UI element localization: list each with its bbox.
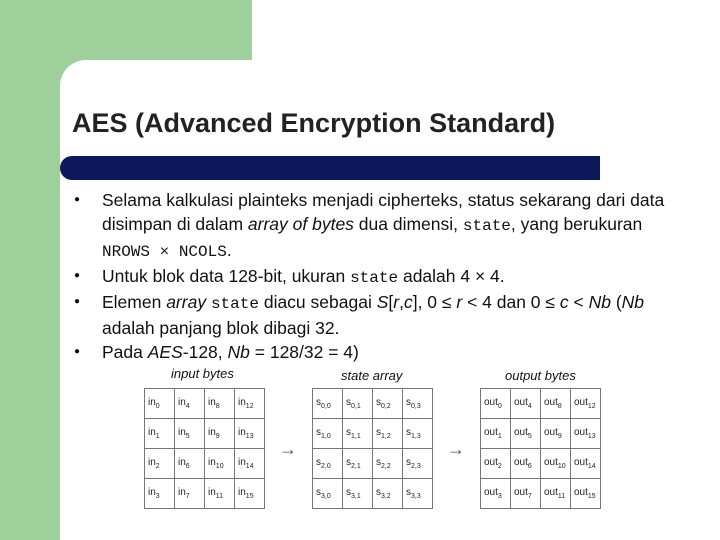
input-bytes-grid bbox=[144, 388, 265, 509]
input-byte-cell: $in_{13}$ bbox=[235, 419, 265, 449]
bullet-3-r2: r bbox=[456, 292, 463, 312]
state-byte-cell: $s_{2,2}$ bbox=[373, 449, 403, 479]
output-byte-cell: out$_8$ bbox=[541, 389, 571, 419]
output-byte-cell: out$_{14}$ bbox=[571, 449, 601, 479]
input-byte-cell: $in_{12}$ bbox=[235, 389, 265, 419]
output-byte-cell: out$_6$ bbox=[511, 449, 541, 479]
output-byte-row bbox=[481, 389, 601, 419]
bullet-1-text-3: , yang berukuran bbox=[510, 214, 643, 234]
bullet-3-text-8: ( bbox=[610, 292, 622, 312]
input-byte-row bbox=[145, 449, 265, 479]
output-byte-cell: out$_{15}$ bbox=[571, 479, 601, 509]
input-bytes-label: input bytes bbox=[171, 366, 234, 381]
bullet-1-dims-code: NROWS × NCOLS bbox=[102, 243, 227, 261]
bullet-3-text-6: < 4 dan 0 ≤ bbox=[462, 292, 560, 312]
bullet-3-italic: array bbox=[166, 292, 207, 312]
output-byte-cell: out$_{12}$ bbox=[571, 389, 601, 419]
bullet-3-text-2: diacu sebagai bbox=[258, 292, 377, 312]
bullet-4-text-2: -128, bbox=[182, 342, 228, 362]
bullet-1-state-code: state bbox=[462, 217, 511, 235]
output-byte-cell: out$_4$ bbox=[511, 389, 541, 419]
output-byte-row bbox=[481, 449, 601, 479]
bullet-3-text-7: < bbox=[568, 292, 589, 312]
state-byte-cell: $s_{3,1}$ bbox=[343, 479, 373, 509]
input-byte-cell: $in_3$ bbox=[145, 479, 175, 509]
bullet-3-Nb: Nb bbox=[588, 292, 611, 312]
state-byte-cell: $s_{2,0}$ bbox=[313, 449, 343, 479]
state-byte-cell: $s_{3,2}$ bbox=[373, 479, 403, 509]
state-byte-cell: $s_{0,0}$ bbox=[313, 389, 343, 419]
bullet-4-text: Pada bbox=[102, 342, 148, 362]
input-byte-cell: $in_{14}$ bbox=[235, 449, 265, 479]
input-byte-cell: $in_0$ bbox=[145, 389, 175, 419]
output-bytes-grid bbox=[480, 388, 601, 509]
bullet-2-text: Untuk blok data 128-bit, ukuran bbox=[102, 266, 351, 286]
output-byte-cell: out$_2$ bbox=[481, 449, 511, 479]
output-byte-row bbox=[481, 479, 601, 509]
input-byte-cell: $in_4$ bbox=[175, 389, 205, 419]
output-byte-cell: out$_7$ bbox=[511, 479, 541, 509]
bullet-4-Nb: Nb bbox=[227, 342, 250, 362]
bullet-3-text-4: , bbox=[399, 292, 404, 312]
state-byte-row bbox=[313, 389, 433, 419]
input-byte-cell: $in_7$ bbox=[175, 479, 205, 509]
bullet-3-state-code: state bbox=[210, 295, 259, 313]
bullet-3-text-3: [ bbox=[388, 292, 394, 312]
arrow-right-icon: → bbox=[279, 439, 297, 459]
state-byte-cell: $s_{1,3}$ bbox=[403, 419, 433, 449]
output-bytes-label: output bytes bbox=[505, 368, 576, 383]
bullet-3-text-9: adalah panjang blok dibagi 32. bbox=[102, 318, 340, 338]
bullet-1-text: Selama kalkulasi plainteks menjadi cipherteks, status sekarang dari data disimpan di dalam bbox=[102, 190, 665, 234]
bullet-3-text: Elemen bbox=[102, 292, 167, 312]
output-byte-cell: out$_{10}$ bbox=[541, 449, 571, 479]
bullet-3 bbox=[74, 290, 694, 340]
bullet-1-text-2: dua dimensi, bbox=[353, 214, 463, 234]
state-byte-cell: $s_{2,1}$ bbox=[343, 449, 373, 479]
state-byte-cell: $s_{0,3}$ bbox=[403, 389, 433, 419]
output-byte-cell: out$_5$ bbox=[511, 419, 541, 449]
arrow-right-icon: → bbox=[447, 439, 465, 459]
bullet-1-italic: array of bytes bbox=[247, 214, 354, 234]
bullet-2 bbox=[74, 264, 694, 290]
state-byte-cell: $s_{0,1}$ bbox=[343, 389, 373, 419]
bullet-3-c2: c bbox=[559, 292, 569, 312]
bullet-3-S: S bbox=[376, 292, 389, 312]
input-byte-cell: $in_9$ bbox=[205, 419, 235, 449]
bullet-3-text-5: ], 0 ≤ bbox=[412, 292, 457, 312]
state-byte-row bbox=[313, 479, 433, 509]
output-byte-cell: out$_{11}$ bbox=[541, 479, 571, 509]
bullet-list bbox=[74, 188, 694, 364]
output-byte-cell: out$_9$ bbox=[541, 419, 571, 449]
input-byte-cell: $in_2$ bbox=[145, 449, 175, 479]
bullet-3-Nb2: Nb bbox=[621, 292, 645, 312]
state-byte-cell: $s_{1,2}$ bbox=[373, 419, 403, 449]
input-byte-cell: $in_8$ bbox=[205, 389, 235, 419]
green-background-left bbox=[0, 0, 60, 540]
input-byte-cell: $in_6$ bbox=[175, 449, 205, 479]
state-byte-cell: $s_{3,0}$ bbox=[313, 479, 343, 509]
input-byte-cell: $in_{10}$ bbox=[205, 449, 235, 479]
state-array-label: state array bbox=[341, 368, 403, 383]
input-byte-row bbox=[145, 479, 265, 509]
bullet-4-AES: AES bbox=[147, 342, 183, 362]
bullet-1 bbox=[74, 188, 694, 264]
slide-title: AES (Advanced Encryption Standard) bbox=[72, 108, 556, 138]
bullet-1-text-4: . bbox=[226, 240, 232, 260]
bullet-4 bbox=[74, 340, 694, 364]
input-byte-cell: $in_{15}$ bbox=[235, 479, 265, 509]
state-byte-cell: $s_{1,0}$ bbox=[313, 419, 343, 449]
input-byte-cell: $in_1$ bbox=[145, 419, 175, 449]
state-array-grid bbox=[312, 388, 433, 509]
input-byte-row bbox=[145, 419, 265, 449]
state-byte-row bbox=[313, 419, 433, 449]
bullet-4-text-3: = 128/32 = 4) bbox=[249, 342, 359, 362]
bullet-3-r: r bbox=[393, 292, 400, 312]
state-byte-cell: $s_{1,1}$ bbox=[343, 419, 373, 449]
input-byte-cell: $in_5$ bbox=[175, 419, 205, 449]
state-byte-row bbox=[313, 449, 433, 479]
output-byte-cell: out$_0$ bbox=[481, 389, 511, 419]
state-byte-cell: $s_{0,2}$ bbox=[373, 389, 403, 419]
input-byte-row bbox=[145, 389, 265, 419]
input-byte-cell: $in_{11}$ bbox=[205, 479, 235, 509]
bullet-2-state-code: state bbox=[350, 269, 399, 287]
bullet-3-c: c bbox=[403, 292, 413, 312]
output-byte-row bbox=[481, 419, 601, 449]
output-byte-cell: out$_1$ bbox=[481, 419, 511, 449]
bullet-2-text-2: adalah 4 × 4. bbox=[398, 266, 505, 286]
output-byte-cell: out$_{13}$ bbox=[571, 419, 601, 449]
state-byte-cell: $s_{2,3}$ bbox=[403, 449, 433, 479]
title-underline-bar bbox=[60, 156, 600, 180]
output-byte-cell: out$_3$ bbox=[481, 479, 511, 509]
state-byte-cell: $s_{3,3}$ bbox=[403, 479, 433, 509]
